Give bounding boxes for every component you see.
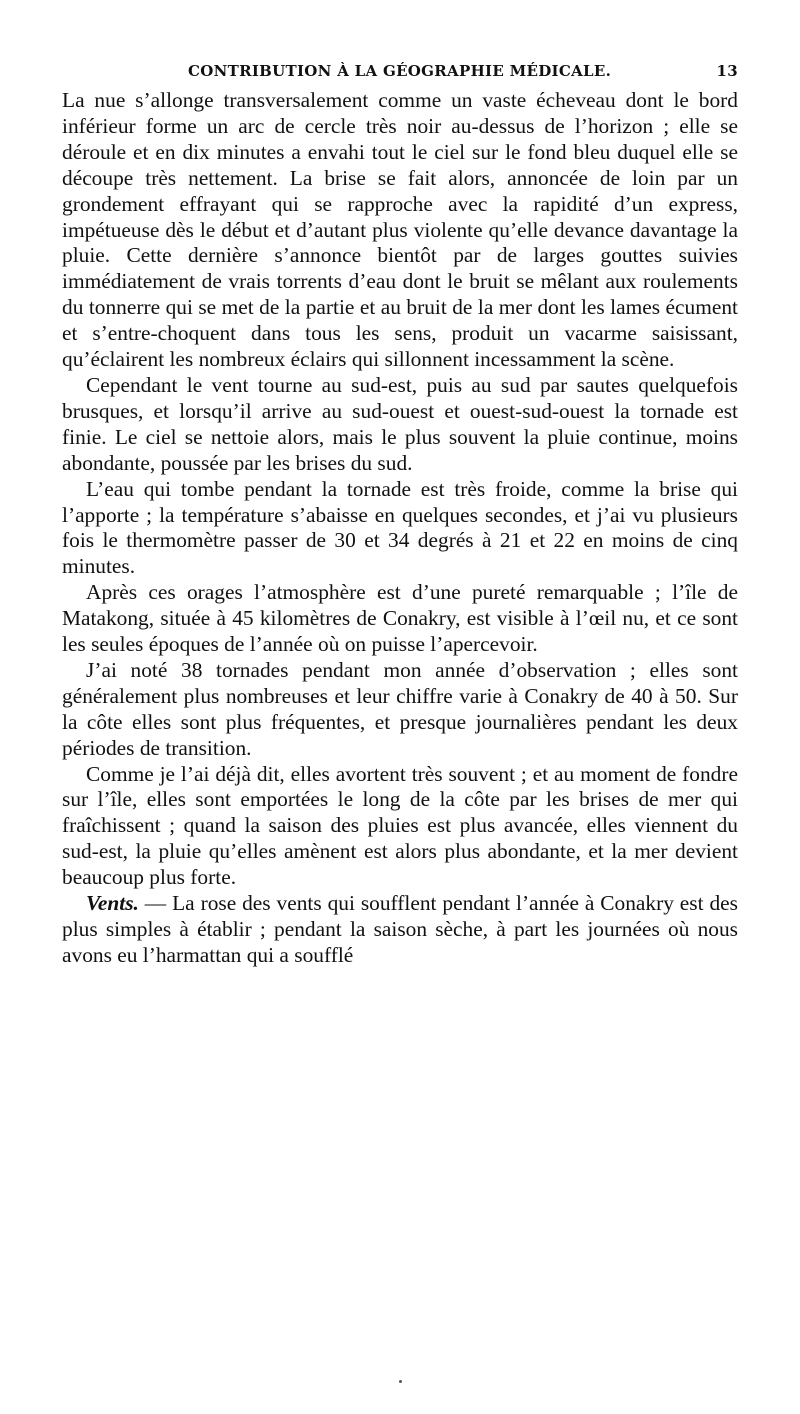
paragraph-wind-shift: Cependant le vent tourne au sud-est, puis au sud par sautes quelquefois brusques, et lorsqu’il arrive au sud-ouest et ouest-sud-ouest la tornade est finie. Le ciel se nettoie alors, mais le plus souvent la pluie continue, moins abondante, poussée par les brises du sud. bbox=[62, 372, 738, 475]
paragraph-tornade-count: J’ai noté 38 tornades pendant mon année d’observation ; elles sont généralement plus nombreuses et leur chiffre varie à Conakry de 40 à 50. Sur la côte elles sont plus fréquentes, et presque journalières pendant les deux périodes de transition. bbox=[62, 657, 738, 760]
paragraph-vents-text: — La rose des vents qui soufflent pendant l’année à Conakry est des plus simples à établir ; pendant la saison sèche, à part les journées où nous avons eu l’harmattan qui a soufflé bbox=[62, 891, 738, 967]
paragraph-temperature-drop: L’eau qui tombe pendant la tornade est très froide, comme la brise qui l’apporte ; la température s’abaisse en quelques secondes, et j’ai vu plusieurs fois le thermomètre passer de 30 et 34 degrés à 21 et 22 en moins de cinq minutes. bbox=[62, 476, 738, 579]
page-number: 13 bbox=[716, 62, 738, 80]
paragraph-tornade-description: La nue s’allonge transversalement comme un vaste écheveau dont le bord inférieur forme un arc de cercle très noir au-dessus de l’horizon ; elle se déroule et en dix minutes a envahi tout le ciel sur le fond bleu duquel elle se découpe très nettement. La brise se fait alors, annoncée de loin par un grondement effrayant qui se rapproche avec la rapidité d’un express, impétueuse dès le début et d’autant plus violente qu’elle devance davantage la pluie. Cette dernière s’annonce bientôt par de larges gouttes suivies immédiatement de vrais torrents d’eau dont le bruit se mêlant aux roulements du tonnerre qui se met de la partie et au bruit de la mer dont les lames écument et s’entre-choquent dans tous les sens, produit un vacarme saisissant, qu’éclairent les nombreux éclairs qui sillonnent incessamment la scène. bbox=[62, 88, 738, 372]
body-text bbox=[62, 88, 738, 969]
running-title: CONTRIBUTION À LA GÉOGRAPHIE MÉDICALE. bbox=[188, 62, 612, 80]
paragraph-atmosphere-purity: Après ces orages l’atmosphère est d’une pureté remarquable ; l’île de Matakong, située à 45 kilomètres de Conakry, est visible à l’œil nu, et ce sont les seules époques de l’année où on puisse l’apercevoir. bbox=[62, 580, 738, 657]
section-heading-vents: Vents. bbox=[86, 891, 139, 916]
paragraph-vents bbox=[62, 891, 738, 969]
paragraph-tornade-abort: Comme je l’ai déjà dit, elles avortent très souvent ; et au moment de fondre sur l’île, elles sont emportées le long de la côte par les brises de mer qui fraîchissent ; quand la saison des pluies est plus avancée, elles viennent du sud-est, la pluie qu’elles amènent est alors plus abondante, et la mer devient beaucoup plus forte. bbox=[62, 761, 738, 890]
scan-speck bbox=[399, 1380, 402, 1383]
page-header bbox=[62, 62, 738, 86]
